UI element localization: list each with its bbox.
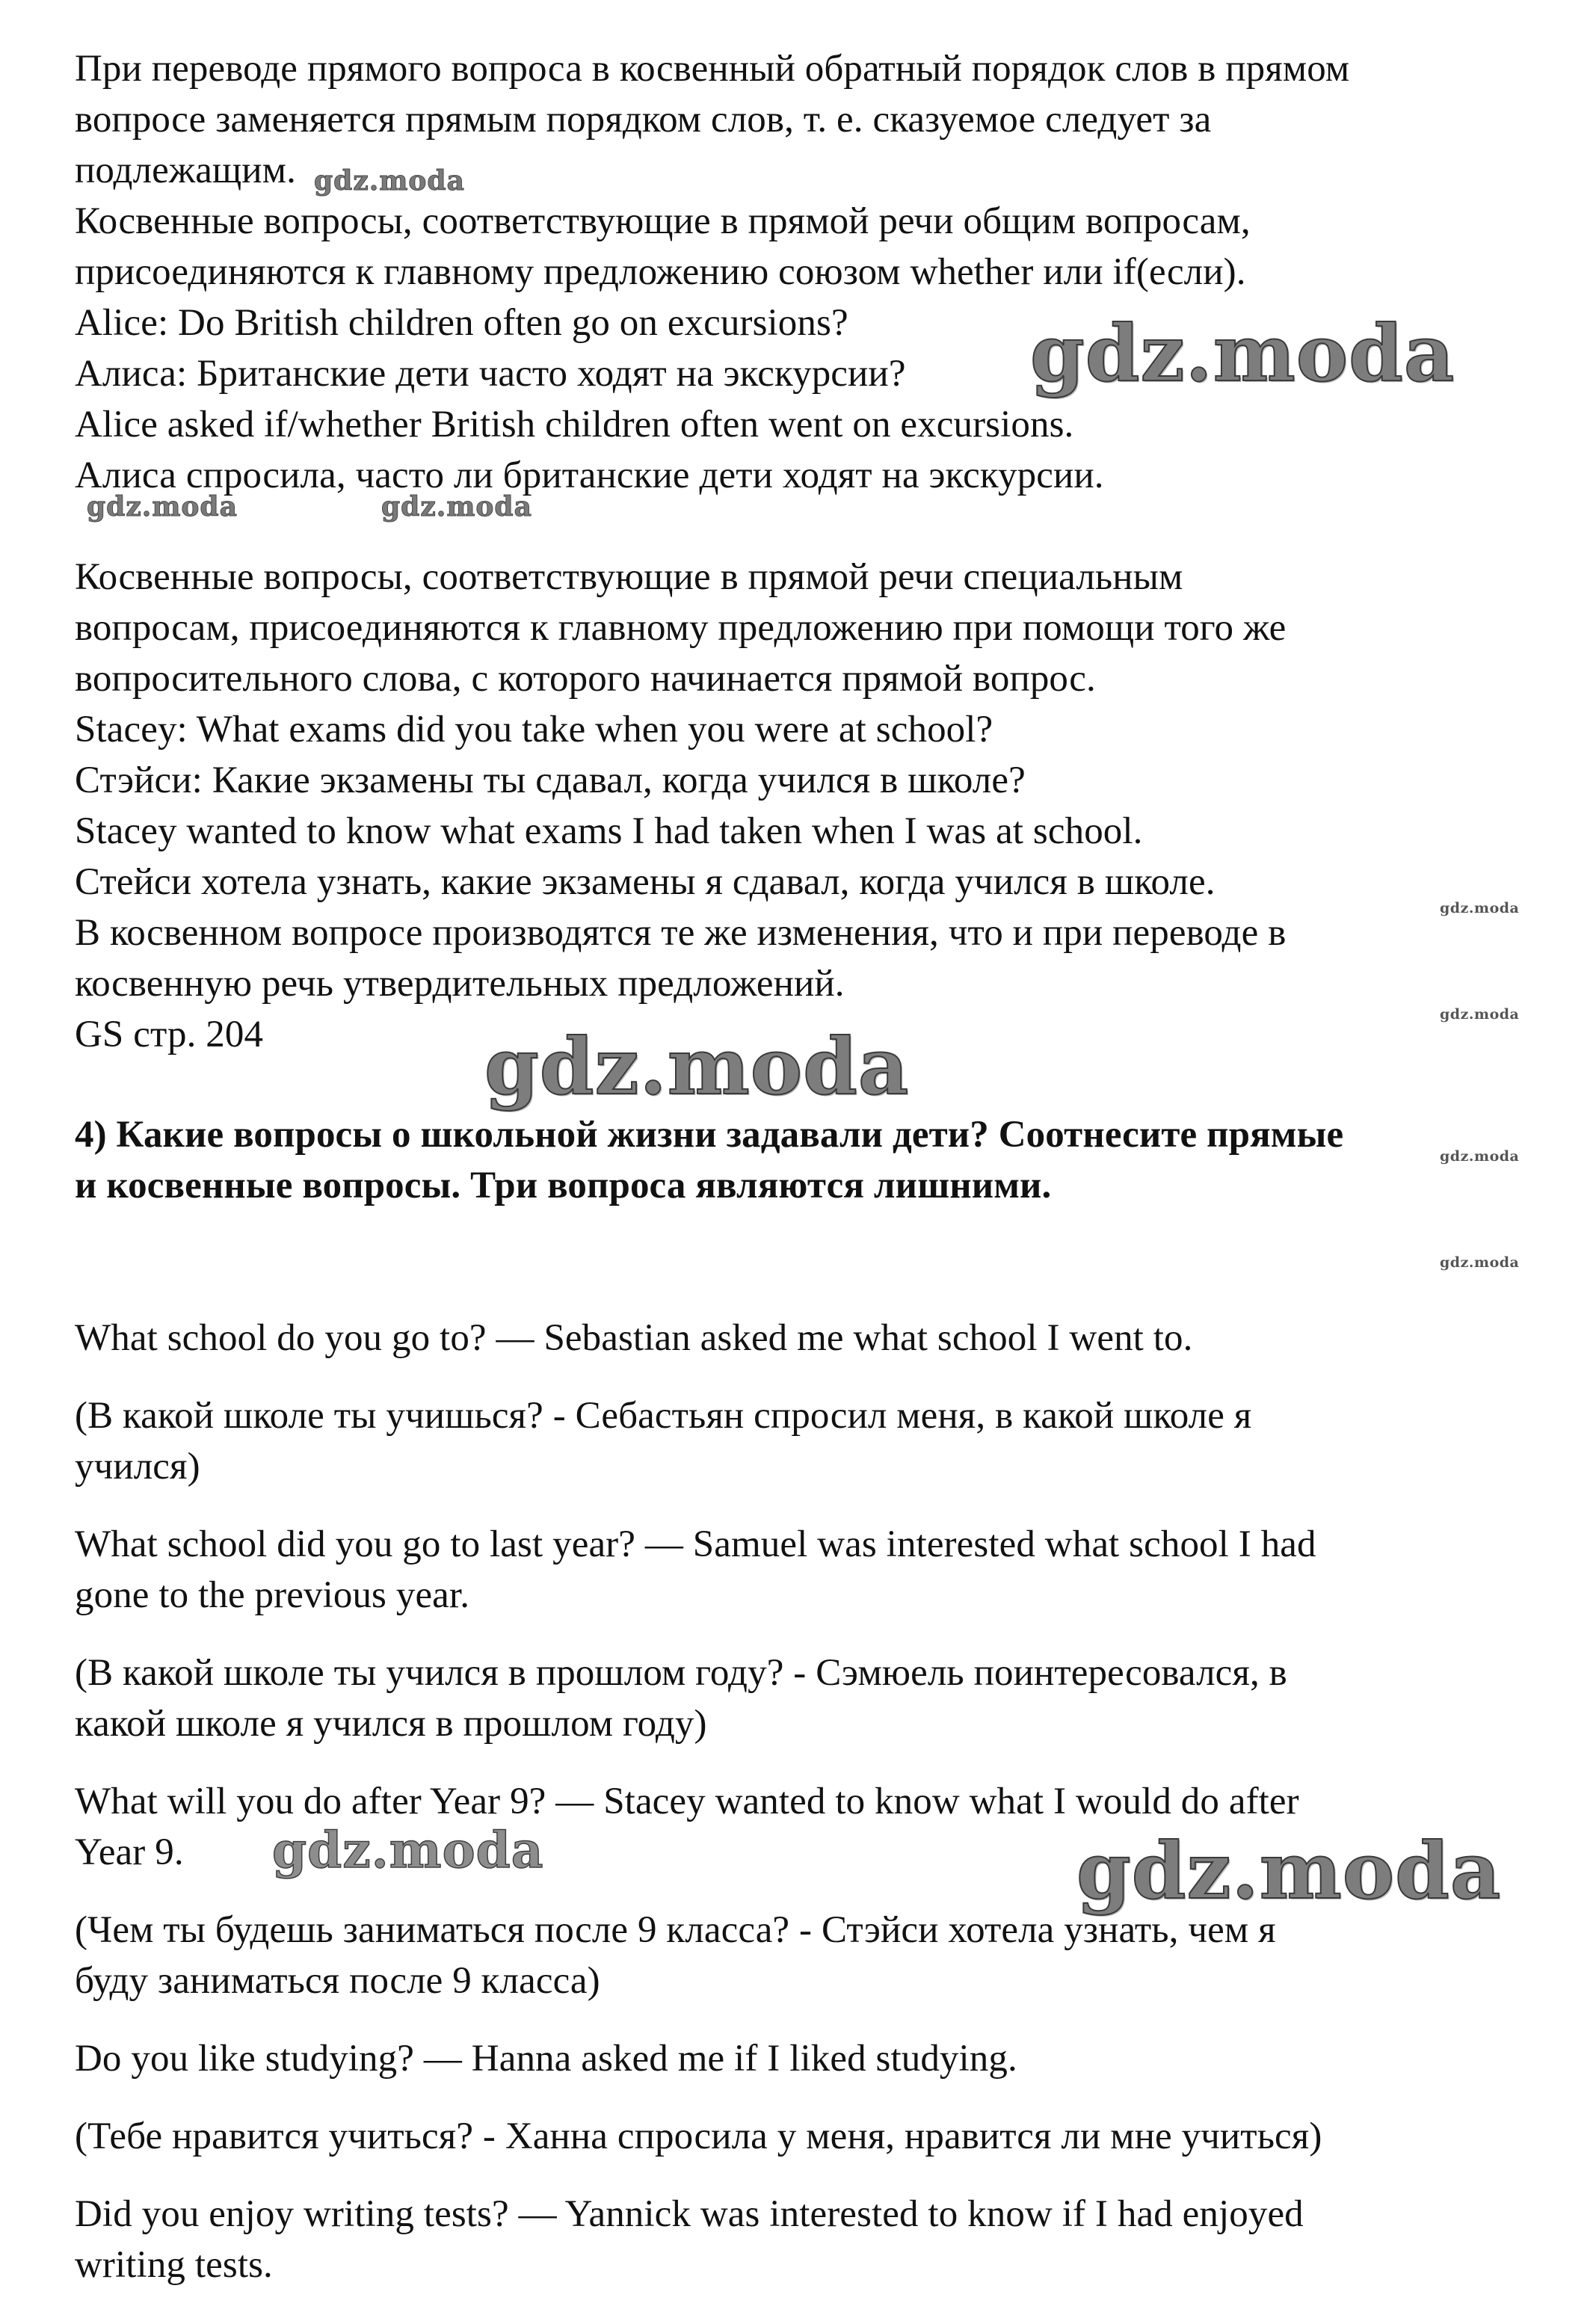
watermark-logo: gdz.moda xyxy=(1440,1254,1520,1271)
answer-line: Did you enjoy writing tests? — Yannick was interested to know if I had enjoyed xyxy=(75,2193,1304,2235)
example-line: Алиса спросила, часто ли британские дети ходят на экскурсии. xyxy=(75,454,1104,496)
watermark-logo: gdz.moda xyxy=(314,165,465,197)
example-line: Stacey wanted to know what exams I had taken when I was at school. xyxy=(75,810,1143,852)
translation-line: (Тебе нравится учиться? - Ханна спросила у меня, нравится ли мне учиться) xyxy=(75,2115,1322,2157)
answer-line: What will you do after Year 9? — Stacey wanted to know what I would do after xyxy=(75,1781,1299,1822)
translation-line: буду заниматься после 9 класса) xyxy=(75,1960,600,2002)
watermark-logo: gdz.moda xyxy=(87,491,238,523)
rule-text-line: В косвенном вопросе производятся те же изменения, что и при переводе в xyxy=(75,912,1287,954)
answer-line: What school did you go to last year? — Samuel was interested what school I had xyxy=(75,1523,1316,1565)
rule-text-line: Косвенные вопросы, соответствующие в прямой речи общим вопросам, xyxy=(75,200,1251,242)
translation-line: учился) xyxy=(75,1446,200,1488)
example-line: Стэйси: Какие экзамены ты сдавал, когда учился в школе? xyxy=(75,759,1026,801)
watermark-logo: gdz.moda xyxy=(1030,307,1455,399)
rule-text-line: При переводе прямого вопроса в косвенный обратный порядок слов в прямом xyxy=(75,48,1350,90)
translation-line: (В какой школе ты учишься? - Себастьян спросил меня, в какой школе я xyxy=(75,1395,1252,1437)
task-heading-line: 4) Какие вопросы о школьной жизни задавали дети? Соотнесите прямые xyxy=(75,1114,1344,1156)
rule-text-line: вопросительного слова, с которого начинается прямой вопрос. xyxy=(75,658,1096,700)
translation-line: (Чем ты будешь заниматься после 9 класса? - Стэйси хотела узнать, чем я xyxy=(75,1909,1276,1951)
answer-line: writing tests. xyxy=(75,2244,273,2286)
example-line: Alice: Do British children often go on excursions? xyxy=(75,302,848,344)
rule-text-line: вопросам, присоединяются к главному предложению при помощи того же xyxy=(75,607,1287,649)
watermark-logo: gdz.moda xyxy=(1440,1006,1520,1023)
watermark-logo: gdz.moda xyxy=(272,1821,544,1879)
example-line: Stacey: What exams did you take when you were at school? xyxy=(75,709,993,750)
answer-line: Year 9. xyxy=(75,1831,184,1873)
rule-text-line: присоединяются к главному предложению союзом whether или if(если). xyxy=(75,251,1246,293)
rule-text-line: подлежащим. xyxy=(75,150,296,191)
watermark-logo: gdz.moda xyxy=(381,491,532,523)
watermark-logo: gdz.moda xyxy=(1076,1825,1502,1917)
example-line: Алиса: Британские дети часто ходят на экскурсии? xyxy=(75,353,906,395)
rule-text-line: вопросе заменяется прямым порядком слов, т. е. сказуемое следует за xyxy=(75,99,1212,141)
translation-line: (В какой школе ты учился в прошлом году? - Сэмюель поинтересовался, в xyxy=(75,1652,1287,1694)
example-line: Стейси хотела узнать, какие экзамены я сдавал, когда учился в школе. xyxy=(75,861,1216,903)
rule-text-line: косвенную речь утвердительных предложений. xyxy=(75,963,845,1005)
answer-line: Do you like studying? — Hanna asked me if I liked studying. xyxy=(75,2038,1017,2080)
task-heading-line: и косвенные вопросы. Три вопроса являются лишними. xyxy=(75,1165,1052,1206)
translation-line: какой школе я учился в прошлом году) xyxy=(75,1703,707,1745)
watermark-logo: gdz.moda xyxy=(484,1020,910,1112)
watermark-logo: gdz.moda xyxy=(1440,1148,1520,1165)
example-line: Alice asked if/whether British children often went on excursions. xyxy=(75,404,1074,446)
watermark-logo: gdz.moda xyxy=(1440,900,1520,916)
rule-text-line: Косвенные вопросы, соответствующие в прямой речи специальным xyxy=(75,556,1183,598)
page-reference: GS стр. 204 xyxy=(75,1014,264,1055)
answer-line: What school do you go to? — Sebastian asked me what school I went to. xyxy=(75,1317,1193,1359)
answer-line: gone to the previous year. xyxy=(75,1574,470,1616)
